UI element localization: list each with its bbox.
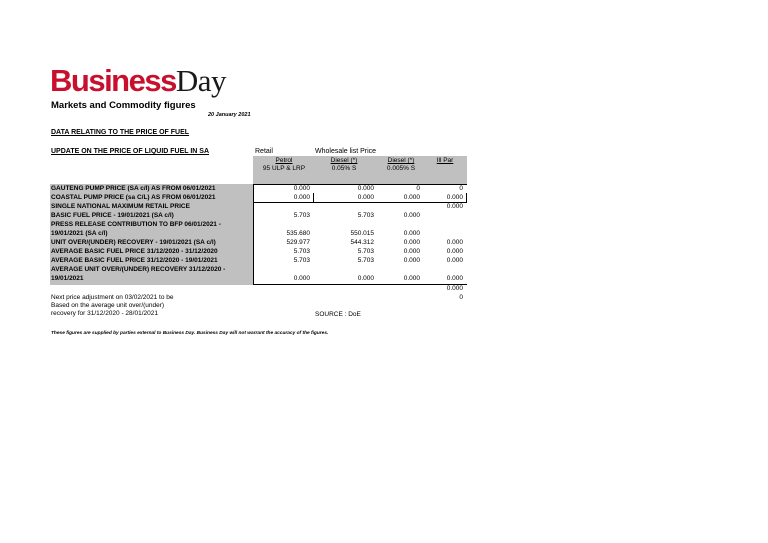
column-header-petrol	[255, 157, 313, 173]
logo-part-day: Day	[175, 63, 226, 98]
column-header-line1: Ill Par	[436, 157, 454, 164]
table-cell: 535.680	[286, 230, 310, 237]
footer-recovery-period: recovery for 31/12/2020 - 28/01/2021	[51, 310, 158, 317]
footer-based-on: Based on the average unit over/(under)	[51, 302, 165, 309]
column-header-line2: 0.05% S	[331, 165, 357, 172]
table-cell: 550.015	[350, 230, 374, 237]
row-label-average-unit-recovery: AVERAGE UNIT OVER/(UNDER) RECOVERY 31/12/2020 -	[51, 266, 226, 273]
table-cell: 5.703	[293, 248, 310, 255]
column-header-line1: Petrol	[275, 157, 293, 164]
row-label-press-release-cont: 19/01/2021 (SA c/l)	[51, 230, 108, 237]
row-label-average-bfp-1: AVERAGE BASIC FUEL PRICE 31/12/2020 - 31/12/2020	[51, 248, 218, 255]
retail-label: Retail	[255, 148, 273, 155]
table-cell: 0.000	[403, 194, 420, 201]
column-header-line2: 0.005% S	[386, 165, 416, 172]
table-cell: 0.000	[403, 239, 420, 246]
footer-next-adjustment-value: 0	[459, 294, 463, 301]
source-label: SOURCE : DoE	[315, 311, 361, 318]
report-date: 20 January 2021	[208, 112, 251, 118]
table-cell: 0.000	[446, 275, 463, 282]
table-cell: 0.000	[446, 203, 463, 210]
disclaimer: These figures are supplied by parties external to Business Day. Business Day will not warrant the accuracy of the figures.	[51, 331, 329, 336]
table-cell: 0.000	[293, 185, 310, 192]
row-label-unit-over-under: UNIT OVER/(UNDER) RECOVERY - 19/01/2021 (SA c/l)	[51, 239, 216, 246]
row-label-press-release: PRESS RELEASE CONTRIBUTION TO BFP 06/01/2021 -	[51, 221, 221, 228]
wholesale-label: Wholesale list Price	[315, 148, 377, 155]
business-day-logo	[50, 64, 226, 98]
column-header-diesel-005	[315, 157, 373, 173]
footer-next-adjustment: Next price adjustment on 03/02/2021 to be	[51, 294, 174, 301]
row-label-gauteng-pump-price: GAUTENG PUMP PRICE (SA c/l) AS FROM 06/01/2021	[51, 185, 216, 192]
table-cell: 0.000	[357, 194, 374, 201]
table-cell: 0.000	[293, 275, 310, 282]
table-cell: 0	[459, 185, 463, 192]
logo-part-business: Business	[50, 63, 176, 98]
table-cell: 0.000	[403, 248, 420, 255]
table-cell: 5.703	[357, 212, 374, 219]
table-cell: 0.000	[446, 194, 463, 201]
table-cell: 544.312	[350, 239, 374, 246]
column-header-line1: Diesel (*)	[387, 157, 415, 164]
table-cell: 5.703	[357, 257, 374, 264]
row-label-average-bfp-2: AVERAGE BASIC FUEL PRICE 31/12/2020 - 19/01/2021	[51, 257, 218, 264]
table-cell: 0.000	[446, 285, 463, 292]
table-cell: 5.703	[357, 248, 374, 255]
row-label-coastal-pump-price: COASTAL PUMP PRICE (sa C/L) AS FROM 06/01/2021	[51, 194, 216, 201]
table-cell: 0.000	[357, 185, 374, 192]
row-label-single-national-max: SINGLE NATIONAL MAXIMUM RETAIL PRICE	[51, 203, 190, 210]
table-cell: 5.703	[293, 257, 310, 264]
table-cell: 0.000	[293, 194, 310, 201]
column-header-line2: 95 ULP & LRP	[262, 165, 306, 172]
table-cell: 0.000	[446, 248, 463, 255]
table-rule	[466, 193, 467, 202]
table-cell: 529.977	[286, 239, 310, 246]
row-label-average-unit-recovery-cont: 19/01/2021	[51, 275, 84, 282]
table-heading: UPDATE ON THE PRICE OF LIQUID FUEL IN SA	[51, 148, 210, 155]
table-cell: 5.703	[293, 212, 310, 219]
table-cell: 0.000	[446, 239, 463, 246]
table-cell: 0.000	[446, 257, 463, 264]
table-cell: 0.000	[403, 257, 420, 264]
table-cell: 0.000	[357, 275, 374, 282]
table-cell: 0.000	[403, 212, 420, 219]
column-header-ill-par	[430, 157, 460, 165]
column-header-line1: Diesel (*)	[330, 157, 358, 164]
table-cell: 0	[416, 185, 420, 192]
row-label-basic-fuel-price: BASIC FUEL PRICE - 19/01/2021 (SA c/l)	[51, 212, 174, 219]
section-heading: DATA RELATING TO THE PRICE OF FUEL	[51, 129, 190, 136]
table-cell: 0.000	[403, 275, 420, 282]
table-cell: 0.000	[403, 230, 420, 237]
page-subtitle: Markets and Commodity figures	[51, 100, 196, 111]
column-header-diesel-0005	[372, 157, 430, 173]
